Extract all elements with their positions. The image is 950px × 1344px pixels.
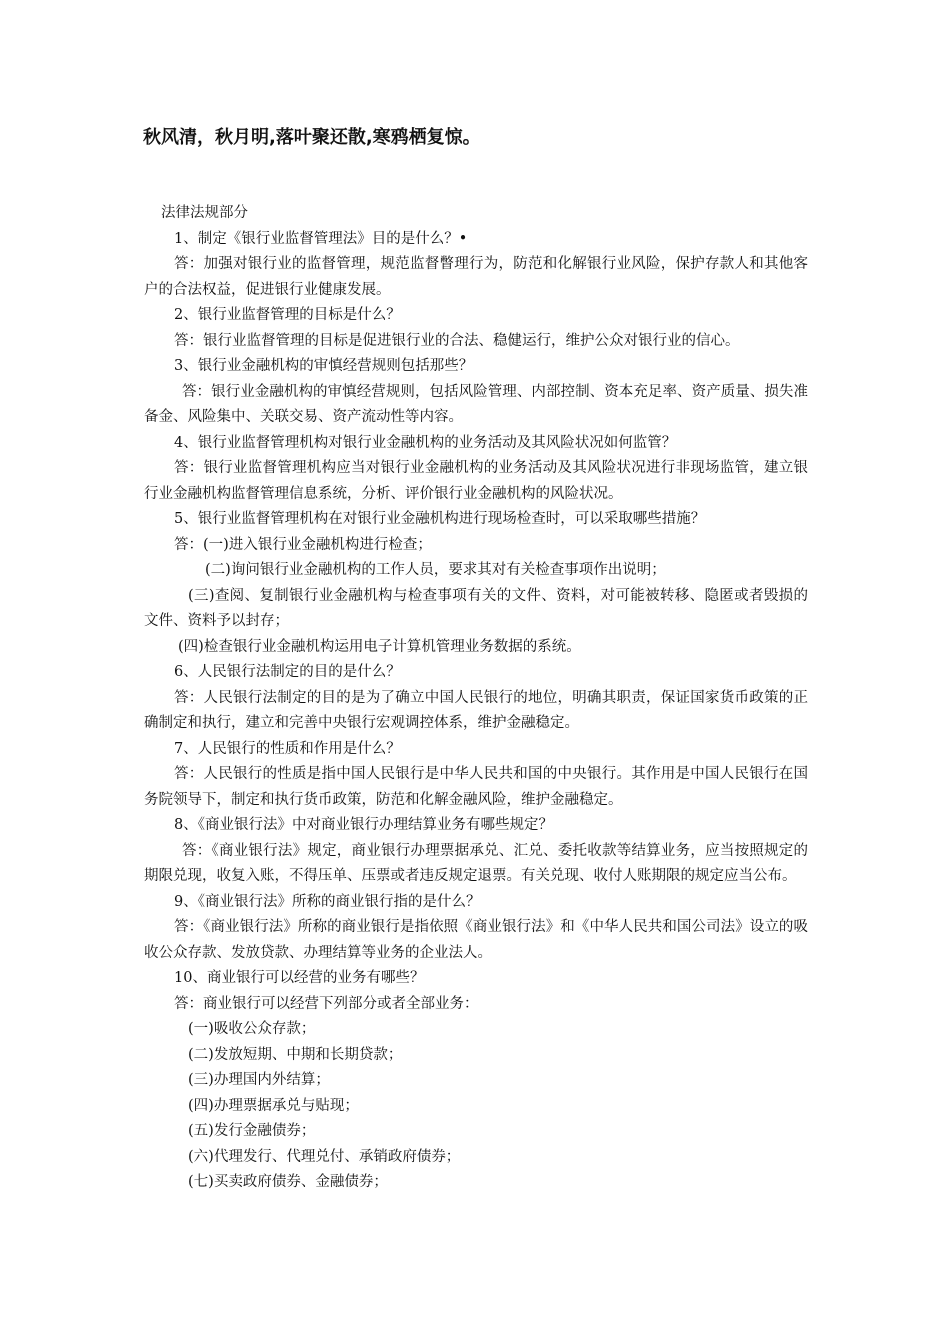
- answer-4: 答：银行业监督管理机构应当对银行业金融机构的业务活动及其风险状况进行非现场监管，建立银行业金融机构监督管理信息系统，分析、评价银行业金融机构的风险状况。: [144, 460, 808, 502]
- question-9: 9、《商业银行法》所称的商业银行指的是什么？: [174, 893, 481, 910]
- business-item-1: (一)吸收公众存款；: [188, 1021, 316, 1037]
- document-body: [144, 201, 808, 1196]
- question-7: 7、人民银行的性质和作用是什么？: [174, 740, 401, 757]
- question-3: 3、银行业金融机构的审慎经营规则包括那些？: [174, 358, 474, 374]
- question-6: 6、人民银行法制定的目的是什么？: [174, 664, 401, 680]
- answer-9: 答：《商业银行法》所称的商业银行是指依照《商业银行法》和《中华人民共和国公司法》设立的吸收公众存款、发放贷款、办理结算等业务的企业法人。: [144, 919, 808, 961]
- answer-7: 答：人民银行的性质是指中国人民银行是中华人民共和国的中央银行。其作用是中国人民银行在国务院领导下，制定和执行货币政策，防范和化解金融风险，维护金融稳定。: [144, 766, 808, 808]
- business-item-5: (五)发行金融债券；: [188, 1123, 316, 1139]
- answer-8: 答：《商业银行法》规定，商业银行办理票据承兑、汇兑、委托收款等结算业务，应当按照规定的期限兑现，收复入账，不得压单、压票或者违反规定退票。有关兑现、收付人账期限的规定应当公布。: [144, 842, 808, 884]
- answer-3: 答：银行业金融机构的审慎经营规则，包括风险管理、内部控制、资本充足率、资产质量、损失准备金、风险集中、关联交易、资产流动性等内容。: [144, 383, 808, 425]
- section-title: 法律法规部分: [161, 205, 248, 221]
- question-4: 4、银行业监督管理机构对银行业金融机构的业务活动及其风险状况如何监管？: [174, 434, 677, 451]
- answer-5-item-3: (三)查阅、复制银行业金融机构与检查事项有关的文件、资料，对可能被转移、隐匿或者毁损的文件、资料予以封存；: [144, 587, 808, 629]
- answer-2: 答：银行业监督管理的目标是促进银行业的合法、稳健运行，维护公众对银行业的信心。: [174, 332, 740, 349]
- answer-6: 答：人民银行法制定的目的是为了确立中国人民银行的地位，明确其职责，保证国家货币政策的正确制定和执行，建立和完善中央银行宏观调控体系，维护金融稳定。: [144, 689, 808, 731]
- question-2: 2、银行业监督管理的目标是什么？: [174, 307, 401, 323]
- business-item-3: (三)办理国内外结算；: [188, 1072, 330, 1088]
- answer-5-item-4: (四)检查银行业金融机构运用电子计算机管理业务数据的系统。: [178, 638, 581, 655]
- answer-10: 答：商业银行可以经营下列部分或者全部业务：: [174, 995, 479, 1012]
- question-10: 10、商业银行可以经营的业务有哪些？: [174, 970, 425, 986]
- business-item-6: (六)代理发行、代理兑付、承销政府债券；: [188, 1148, 461, 1165]
- poem-line: 秋风清，秋月明,落叶聚还散,寒鸦栖复惊。: [143, 127, 481, 148]
- business-item-4: (四)办理票据承兑与贴现；: [188, 1097, 359, 1114]
- question-8: 8、《商业银行法》中对商业银行办理结算业务有哪些规定？: [174, 817, 553, 833]
- answer-5-item-2: (二)询问银行业金融机构的工作人员，要求其对有关检查事项作出说明；: [205, 562, 666, 578]
- business-item-2: (二)发放短期、中期和长期贷款；: [188, 1046, 403, 1063]
- answer-1: 答：加强对银行业的监督管理，规范监督瞥理行为，防范和化解银行业风险，保护存款人和其他客户的合法权益，促进银行业健康发展。: [144, 256, 808, 298]
- answer-5: 答：(一)进入银行业金融机构进行检查；: [174, 536, 432, 553]
- question-5: 5、银行业监督管理机构在对银行业金融机构进行现场检查时，可以采取哪些措施？: [174, 511, 706, 527]
- business-item-7: (七)买卖政府债券、金融债券；: [188, 1174, 388, 1190]
- question-1: 1、制定《银行业监督管理法》目的是什么？•: [174, 230, 468, 247]
